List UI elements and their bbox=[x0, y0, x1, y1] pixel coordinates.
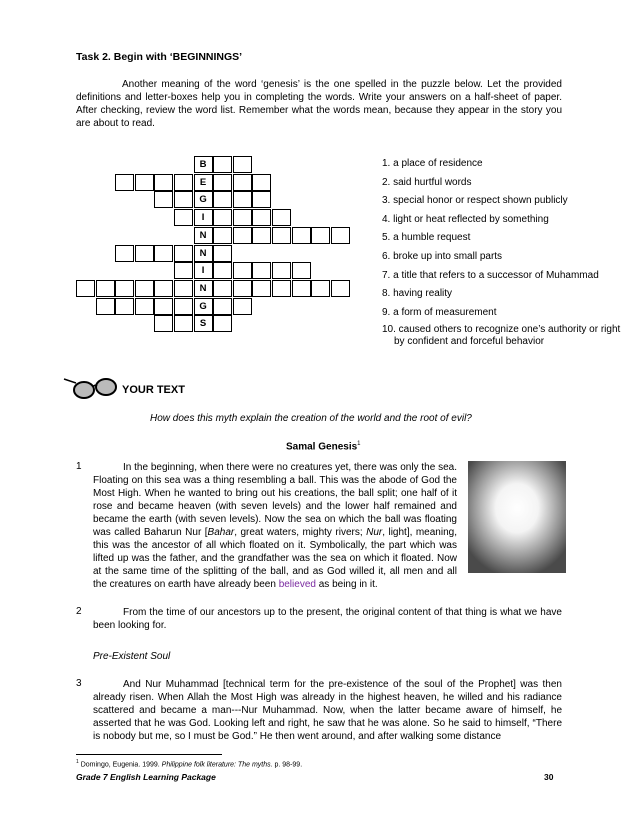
crossword-cell[interactable] bbox=[174, 298, 193, 315]
definition-item: 9. a form of measurement bbox=[382, 306, 497, 318]
crossword-cell[interactable] bbox=[252, 209, 271, 226]
crossword-cell[interactable] bbox=[233, 280, 252, 297]
section-heading: YOUR TEXT bbox=[122, 384, 185, 396]
footnote-text: Domingo, Eugenia. 1999. bbox=[78, 761, 162, 769]
crossword-cell[interactable] bbox=[213, 315, 232, 332]
task-instructions: Another meaning of the word ‘genesis’ is the one spelled in the puzzle below. Let the provided definitions and letter-boxes help you in completing the words. Write your answers on a half-sheet of paper. After checking, review the word list. Remember what the words mean, because they appear in the story you are about to read. bbox=[76, 79, 562, 129]
crossword-cell[interactable] bbox=[272, 227, 291, 244]
crossword-grid bbox=[76, 156, 366, 332]
crossword-cell[interactable] bbox=[233, 262, 252, 279]
crossword-cell[interactable] bbox=[331, 280, 350, 297]
definition-item: 1. a place of residence bbox=[382, 158, 483, 169]
crossword-cell[interactable] bbox=[213, 298, 232, 315]
crossword-cell[interactable] bbox=[213, 280, 232, 297]
paragraph-text: as being in it. bbox=[315, 579, 378, 590]
crossword-cell[interactable] bbox=[154, 191, 173, 208]
crossword-cell[interactable] bbox=[252, 174, 271, 191]
crossword-cell[interactable] bbox=[233, 227, 252, 244]
paragraph-text: In the beginning, when there were no creatures yet, there was only the sea. Floating on this sea was a thing resembling a ball. This was the abode of God the Most High. When he wanted to bring out his creations, the ball split; one half of it rose and became heaven (with seven levels) and the lower half remained and became the earth (with seven levels). Now the sea on which the ball was floating was called Baharun Nur [ bbox=[93, 462, 457, 538]
crossword-cell[interactable] bbox=[174, 191, 193, 208]
crossword-cell[interactable] bbox=[154, 315, 173, 332]
definition-list bbox=[382, 157, 622, 348]
definition-item: 3. special honor or respect shown publicly bbox=[382, 195, 568, 207]
footnote bbox=[76, 759, 302, 768]
paragraph-text: , great waters, mighty rivers; bbox=[234, 527, 367, 538]
crossword-cell[interactable] bbox=[96, 298, 115, 315]
crossword-key-cell: G bbox=[194, 298, 213, 315]
crossword-cell[interactable] bbox=[154, 298, 173, 315]
crossword-cell[interactable] bbox=[292, 262, 311, 279]
crossword-cell[interactable] bbox=[233, 156, 252, 173]
crossword-key-cell: N bbox=[194, 280, 213, 297]
story-subheading: Pre-Existent Soul bbox=[93, 651, 171, 662]
crossword-cell[interactable] bbox=[115, 174, 134, 191]
crossword-cell[interactable] bbox=[233, 191, 252, 208]
crossword-cell[interactable] bbox=[252, 280, 271, 297]
crossword-cell[interactable] bbox=[174, 280, 193, 297]
term-italic: Bahar bbox=[207, 527, 235, 538]
crossword-key-cell: I bbox=[194, 262, 213, 279]
crossword-cell[interactable] bbox=[292, 227, 311, 244]
guide-question: How does this myth explain the creation of the world and the root of evil? bbox=[150, 413, 472, 424]
footnote-text: p. 98-99. bbox=[272, 761, 303, 769]
crossword-cell[interactable] bbox=[115, 245, 134, 262]
term-italic: Nur bbox=[366, 527, 383, 538]
crossword-cell[interactable] bbox=[174, 245, 193, 262]
story-title-text: Samal Genesis bbox=[286, 441, 358, 453]
story-paragraph-2: From the time of our ancestors up to the present, the original content of that thing is what we have been looking for. bbox=[93, 607, 562, 631]
definition-item bbox=[382, 324, 622, 348]
story-paragraph-1 bbox=[93, 461, 457, 591]
story-paragraph-3: And Nur Muhammad [technical term for the pre-existence of the soul of the Prophet] was then already risen. When Allah the Most High was already in the highest heaven, he willed and his radiance scattered and became a man---Nur Muhammad. Now, when the latter became aware of himself, he asserted that he was God. Looking left and right, he saw that he was alone. So he said to himself, “There is nobody but me, so I must be God.” He then went around, and after walking some distance bbox=[93, 679, 562, 742]
footer-title: Grade 7 English Learning Package bbox=[76, 772, 216, 782]
crossword-cell[interactable] bbox=[311, 280, 330, 297]
crossword-cell[interactable] bbox=[272, 280, 291, 297]
crossword-cell[interactable] bbox=[174, 209, 193, 226]
crossword-key-cell: B bbox=[194, 156, 213, 173]
story-title-footnote-mark: 1 bbox=[357, 441, 361, 447]
crossword-cell[interactable] bbox=[252, 262, 271, 279]
paragraph-number: 2 bbox=[76, 606, 82, 617]
crossword-cell[interactable] bbox=[174, 315, 193, 332]
reading-glasses-icon bbox=[62, 373, 118, 403]
definition-item: 2. said hurtful words bbox=[382, 176, 472, 188]
definition-text: 10. caused others to recognize one’s authority or right by confident and forceful behavior bbox=[382, 324, 621, 348]
crossword-cell[interactable] bbox=[233, 174, 252, 191]
crossword-cell[interactable] bbox=[174, 174, 193, 191]
crossword-cell[interactable] bbox=[135, 280, 154, 297]
footnote-divider bbox=[76, 754, 222, 755]
page-number: 30 bbox=[544, 772, 554, 782]
crossword-cell[interactable] bbox=[292, 280, 311, 297]
crossword-cell[interactable] bbox=[272, 209, 291, 226]
crossword-cell[interactable] bbox=[115, 298, 134, 315]
highlighted-word[interactable]: believed bbox=[278, 579, 316, 590]
definition-item: 7. a title that refers to a successor of Muhammad bbox=[382, 269, 599, 281]
crossword-cell[interactable] bbox=[154, 280, 173, 297]
crossword-key-cell: S bbox=[194, 315, 213, 332]
crossword-cell[interactable] bbox=[76, 280, 95, 297]
crossword-cell[interactable] bbox=[154, 174, 173, 191]
crossword-cell[interactable] bbox=[213, 245, 232, 262]
glowing-sphere-image bbox=[468, 461, 566, 573]
definition-item: 4. light or heat reflected by something bbox=[382, 213, 549, 225]
crossword-key-cell: N bbox=[194, 227, 213, 244]
crossword-cell[interactable] bbox=[115, 280, 134, 297]
story-title bbox=[286, 441, 361, 452]
crossword-cell[interactable] bbox=[233, 209, 252, 226]
crossword-cell[interactable] bbox=[252, 191, 271, 208]
crossword-cell[interactable] bbox=[213, 156, 232, 173]
task-title: Task 2. Begin with ‘BEGINNINGS’ bbox=[76, 51, 243, 63]
crossword-cell[interactable] bbox=[233, 298, 252, 315]
crossword-cell[interactable] bbox=[272, 262, 291, 279]
crossword-cell[interactable] bbox=[213, 174, 232, 191]
crossword-cell[interactable] bbox=[135, 298, 154, 315]
crossword-cell[interactable] bbox=[213, 191, 232, 208]
crossword-cell[interactable] bbox=[135, 245, 154, 262]
paragraph-text: , light], meaning, this was the ancestor of all which floated on it. Symbolically, the part which was lifted up was the father, and the grandfather was the sea on which it floated. Now at the same time of the splitting of the ball, and as God willed it, all men and all the creatures on earth have already been bbox=[93, 527, 457, 590]
crossword-cell[interactable] bbox=[154, 245, 173, 262]
crossword-key-cell: G bbox=[194, 191, 213, 208]
definition-item: 6. broke up into small parts bbox=[382, 250, 503, 262]
crossword-cell[interactable] bbox=[311, 227, 330, 244]
crossword-cell[interactable] bbox=[135, 174, 154, 191]
paragraph-number: 3 bbox=[76, 678, 82, 689]
crossword-cell[interactable] bbox=[213, 209, 232, 226]
definition-item: 8. having reality bbox=[382, 288, 453, 300]
paragraph-number: 1 bbox=[76, 461, 82, 472]
crossword-cell[interactable] bbox=[96, 280, 115, 297]
crossword-cell[interactable] bbox=[331, 227, 350, 244]
crossword-key-cell: N bbox=[194, 245, 213, 262]
footnote-mark: 1 bbox=[76, 759, 79, 765]
crossword-key-cell: E bbox=[194, 174, 213, 191]
crossword-key-cell: I bbox=[194, 209, 213, 226]
definition-item: 5. a humble request bbox=[382, 232, 471, 244]
crossword-cell[interactable] bbox=[252, 227, 271, 244]
footnote-book-title: Philippine folk literature: The myths. bbox=[161, 761, 273, 769]
crossword-cell[interactable] bbox=[213, 227, 232, 244]
crossword-cell[interactable] bbox=[213, 262, 232, 279]
crossword-cell[interactable] bbox=[174, 262, 193, 279]
